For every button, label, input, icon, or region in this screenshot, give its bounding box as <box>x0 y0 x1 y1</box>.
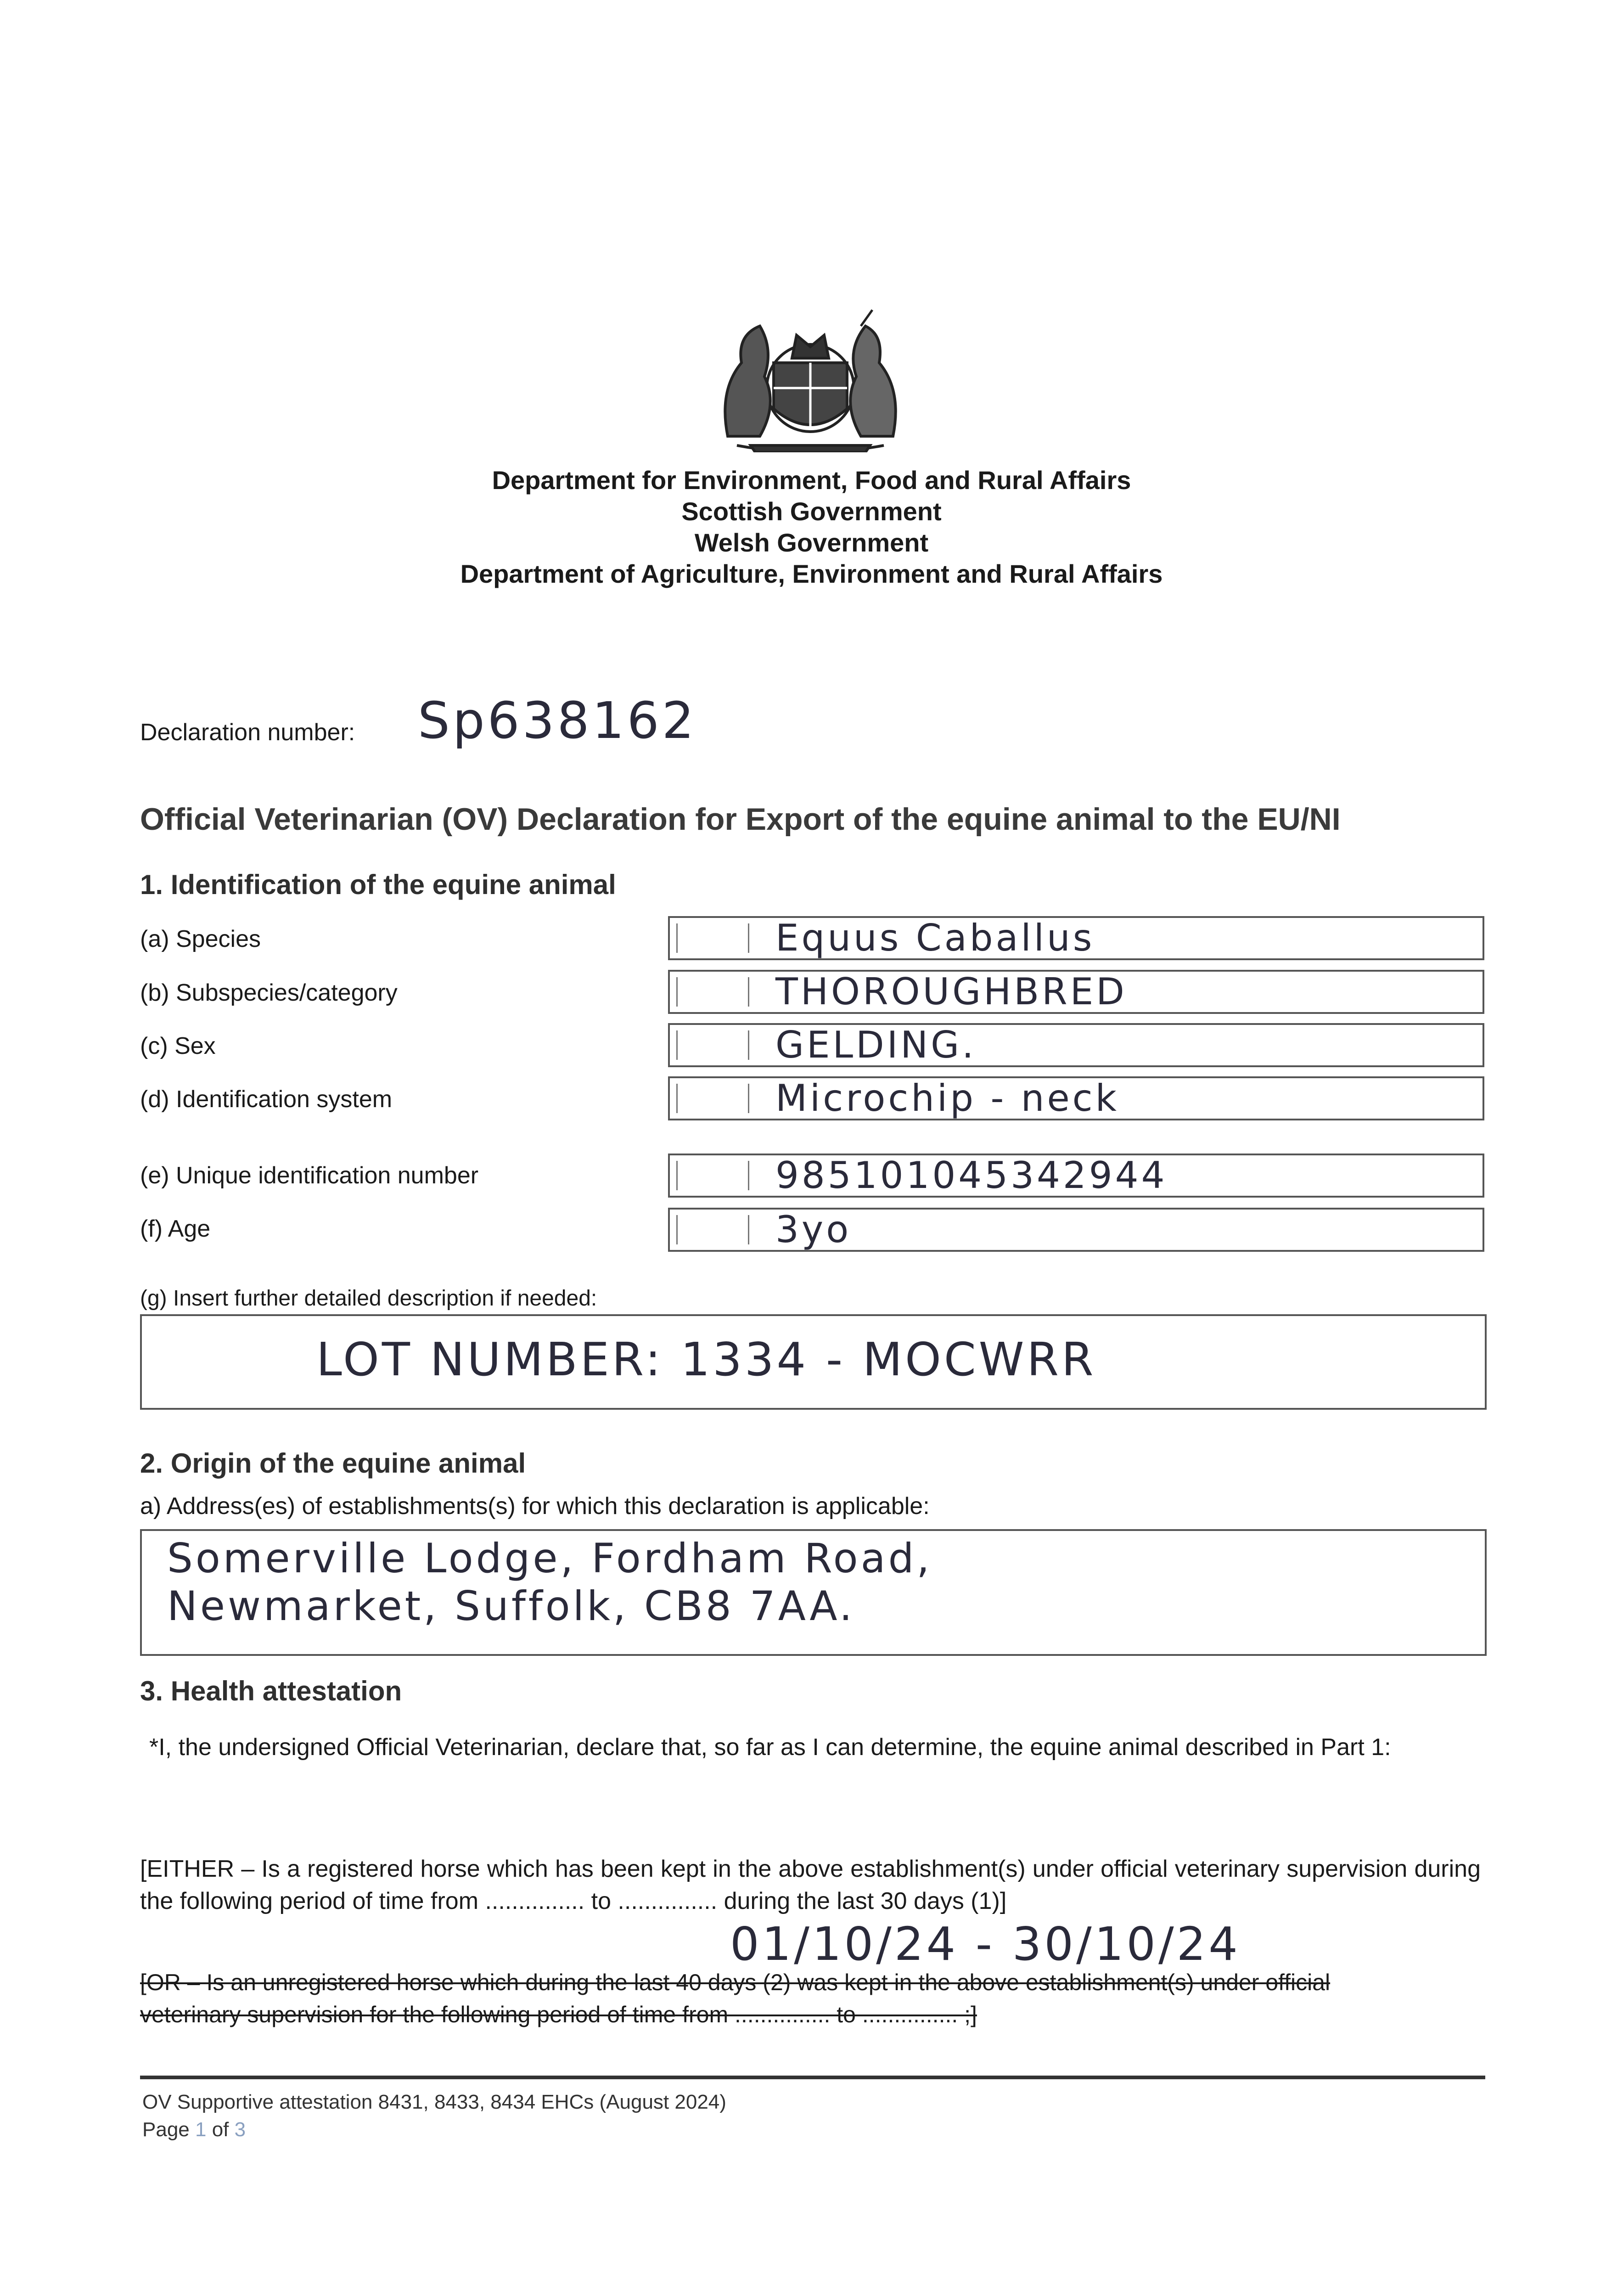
address-line-2: Newmarket, Suffolk, CB8 7AA. <box>167 1582 855 1630</box>
sex-label: (c) Sex <box>140 1033 216 1059</box>
identification-system-label: (d) Identification system <box>140 1086 393 1113</box>
page-number: 1 <box>195 2118 207 2141</box>
department-heading: Scottish Government <box>681 497 942 526</box>
declaration-number-value: Sp638162 <box>418 691 697 750</box>
further-description-box <box>140 1314 1487 1410</box>
age-value: 3yo <box>775 1208 852 1251</box>
declaration-number-label: Declaration number: <box>140 719 355 746</box>
further-description-label: (g) Insert further detailed description if needed: <box>140 1286 597 1311</box>
footer-divider <box>140 2076 1485 2079</box>
department-heading: Department of Agriculture, Environment and Rural Affairs <box>460 559 1163 588</box>
address-label: a) Address(es) of establishments(s) for which this declaration is applicable: <box>140 1493 930 1519</box>
species-label: (a) Species <box>140 926 261 952</box>
document-title: Official Veterinarian (OV) Declaration for Export of the equine animal to the EU/NI <box>140 802 1341 837</box>
page-of: of <box>206 2118 235 2141</box>
unique-id-value: 985101045342944 <box>775 1154 1168 1197</box>
species-value: Equus Caballus <box>775 917 1095 959</box>
section-3-heading: 3. Health attestation <box>140 1676 402 1706</box>
unique-id-label: (e) Unique identification number <box>140 1162 479 1189</box>
unique-id-field <box>668 1154 1484 1198</box>
identification-system-value: Microchip - neck <box>775 1077 1119 1120</box>
further-description-value: LOT NUMBER: 1334 - MOCWRR <box>316 1333 1096 1386</box>
either-clause: [EITHER – Is a registered horse which has been kept in the above establishment(s) under official veterinary supervision during the following period of time from ............... to ............... during the last 30 days (1)] <box>140 1856 1481 1914</box>
page-total: 3 <box>234 2118 246 2141</box>
sex-value: GELDING. <box>775 1024 977 1066</box>
identification-system-field <box>668 1076 1484 1120</box>
subspecies-field <box>668 970 1484 1014</box>
health-attestation-intro: *I, the undersigned Official Veterinarian, declare that, so far as I can determine, the equine animal described in Part 1: <box>149 1734 1391 1761</box>
section-2-heading: 2. Origin of the equine animal <box>140 1448 526 1479</box>
supervision-dates: 01/10/24 - 30/10/24 <box>730 1917 1241 1971</box>
age-label: (f) Age <box>140 1216 211 1242</box>
subspecies-value: THOROUGHBRED <box>775 970 1127 1013</box>
footer-attestation-ref: OV Supportive attestation 8431, 8433, 8434 EHCs (August 2024) <box>142 2091 726 2113</box>
royal-coat-of-arms-logo <box>709 308 911 452</box>
sex-field <box>668 1023 1484 1067</box>
subspecies-label: (b) Subspecies/category <box>140 979 398 1006</box>
or-clause-line-2: veterinary supervision for the following period of time from ............... to ............... ;] <box>140 2002 977 2027</box>
page-indicator <box>142 2116 246 2144</box>
page-prefix: Page <box>142 2118 195 2141</box>
species-field <box>668 916 1484 960</box>
or-clause-line-1: [OR – Is an unregistered horse which during the last 40 days (2) was kept in the above establishment(s) under official <box>140 1970 1331 1995</box>
address-box <box>140 1529 1487 1656</box>
department-heading: Welsh Government <box>694 528 929 557</box>
department-heading: Department for Environment, Food and Rural Affairs <box>492 466 1131 495</box>
section-1-heading: 1. Identification of the equine animal <box>140 869 616 900</box>
age-field <box>668 1208 1484 1252</box>
address-line-1: Somerville Lodge, Fordham Road, <box>167 1535 932 1582</box>
